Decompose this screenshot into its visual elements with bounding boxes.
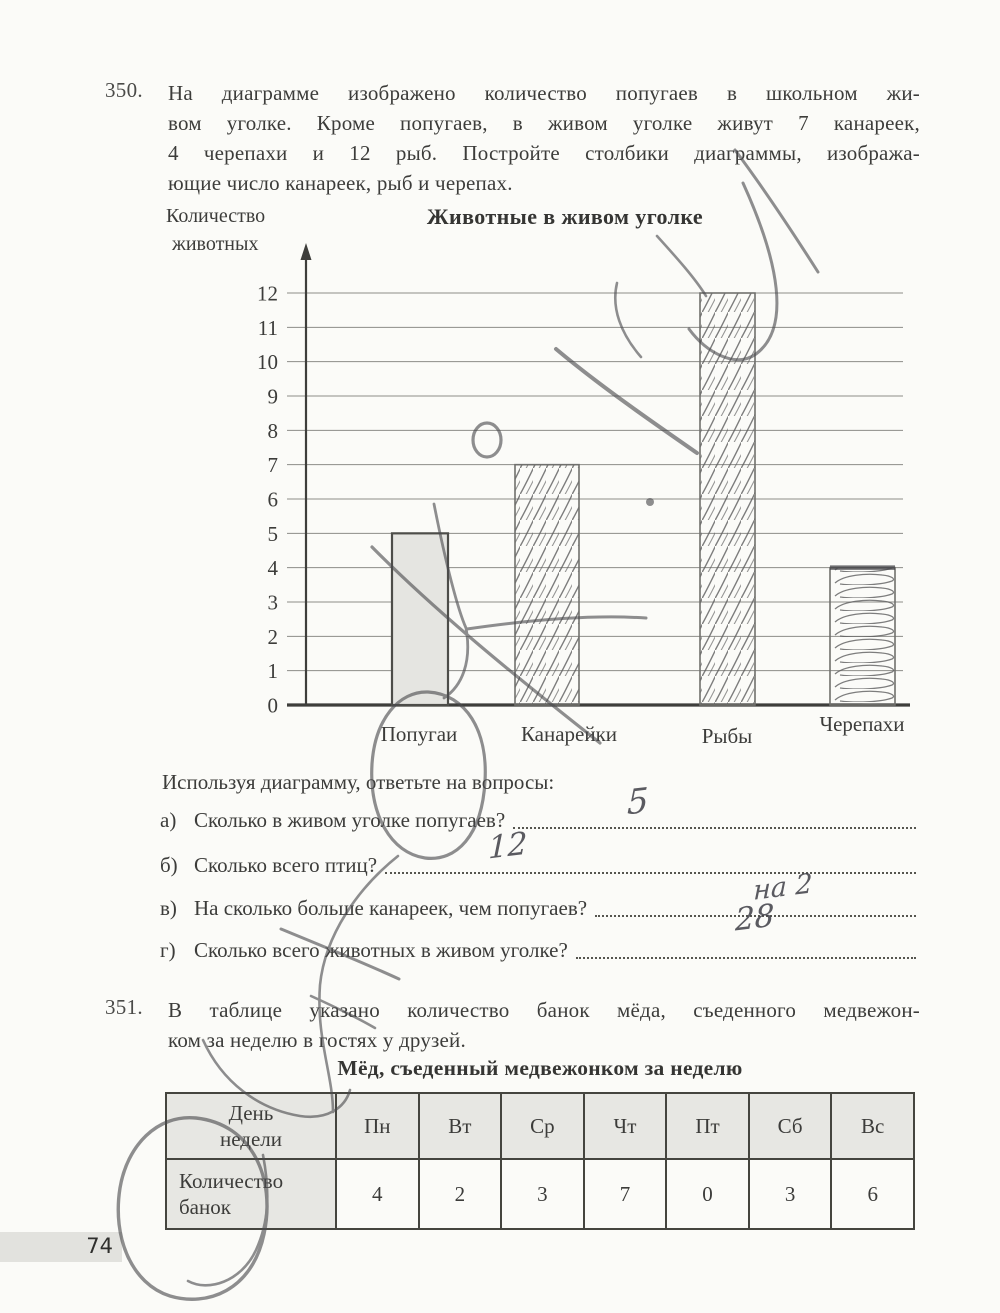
y-tick-label: 4 bbox=[267, 556, 278, 581]
table-header-row bbox=[166, 1093, 914, 1159]
y-axis-arrow bbox=[301, 243, 312, 260]
y-tick-label: 2 bbox=[267, 624, 278, 649]
problem-text-line: вом уголке. Кроме попугаев, в живом уголке живут 7 канареек, bbox=[168, 111, 920, 135]
pencil-ring bbox=[473, 423, 501, 457]
bar-Канарейки bbox=[515, 465, 579, 705]
pencil-scribble bbox=[372, 547, 600, 743]
x-category-label: Канарейки bbox=[520, 722, 618, 746]
y-tick-label: 0 bbox=[267, 693, 278, 718]
handwritten-answer-v: на 2 bbox=[752, 868, 813, 907]
question-label: г) bbox=[160, 938, 176, 962]
table-value-cell: 7 bbox=[584, 1159, 667, 1229]
problem-text-line: ком за неделю в гостях у друзей. bbox=[168, 1028, 466, 1052]
question-text: Сколько всего животных в живом уголке? bbox=[194, 938, 568, 962]
chart-title: Животные в живом уголке bbox=[426, 204, 704, 229]
answer-dotted-line bbox=[576, 953, 916, 959]
problem-350-text bbox=[168, 78, 920, 198]
table-value-cell: 2 bbox=[419, 1159, 502, 1229]
page-number: 74 bbox=[86, 1234, 113, 1258]
question-label: в) bbox=[160, 896, 177, 920]
y-tick-label: 11 bbox=[257, 315, 278, 340]
problem-350-number: 350. bbox=[105, 78, 143, 102]
pencil-dot bbox=[646, 498, 654, 506]
bar-Рыбы bbox=[700, 293, 755, 705]
x-category-label: Черепахи bbox=[819, 712, 905, 736]
day-header: Сб bbox=[749, 1093, 832, 1159]
y-tick-label: 5 bbox=[267, 521, 278, 546]
day-header: Пн bbox=[336, 1093, 419, 1159]
table-header-line: Количество bbox=[179, 1169, 284, 1193]
table-value-cell: 4 bbox=[336, 1159, 419, 1229]
table-header-line: День bbox=[228, 1101, 274, 1125]
day-header: Вс bbox=[831, 1093, 914, 1159]
question-text: На сколько больше канареек, чем попугаев? bbox=[194, 896, 588, 920]
problem-351-number: 351. bbox=[105, 995, 143, 1019]
day-header: Чт bbox=[584, 1093, 667, 1159]
questions-intro: Используя диаграмму, ответьте на вопросы: bbox=[162, 770, 555, 794]
y-tick-label: 12 bbox=[257, 281, 278, 306]
row-header-cell bbox=[166, 1159, 336, 1229]
table-title: Мёд, съеденный медвежонком за неделю bbox=[337, 1056, 743, 1080]
day-header: Ср bbox=[501, 1093, 584, 1159]
y-tick-label: 3 bbox=[267, 590, 278, 615]
table-corner-cell bbox=[166, 1093, 336, 1159]
x-category-label: Попугаи bbox=[380, 722, 458, 746]
table-header-line: недели bbox=[219, 1127, 282, 1151]
y-tick-label: 10 bbox=[257, 350, 278, 375]
y-axis-label: Количество bbox=[166, 205, 266, 227]
table-value-cell: 3 bbox=[749, 1159, 832, 1229]
bar-Попугаи bbox=[392, 533, 448, 705]
question-row-g bbox=[160, 938, 920, 963]
pencil-scribble bbox=[657, 236, 706, 296]
y-tick-label: 1 bbox=[267, 659, 278, 684]
day-header: Пт bbox=[666, 1093, 749, 1159]
day-header: Вт bbox=[419, 1093, 502, 1159]
table-value-cell: 3 bbox=[501, 1159, 584, 1229]
y-tick-label: 8 bbox=[267, 418, 278, 443]
page-number-strip bbox=[0, 1232, 122, 1262]
handwritten-answer-a: 5 bbox=[626, 780, 649, 824]
table-value-cell: 0 bbox=[666, 1159, 749, 1229]
problem-text-line: 4 черепахи и 12 рыб. Постройте столбики диаграммы, изобража- bbox=[168, 141, 920, 165]
pencil-scribble bbox=[556, 349, 697, 453]
problem-351-text bbox=[168, 995, 920, 1055]
y-tick-label: 9 bbox=[267, 384, 278, 409]
pencil-scribble bbox=[689, 183, 777, 360]
question-row-a bbox=[160, 808, 920, 833]
problem-text-line: На диаграмме изображено количество попугаев в школьном жи- bbox=[168, 81, 920, 105]
question-text: Сколько всего птиц? bbox=[194, 853, 378, 877]
problem-text-line: ющие число канареек, рыб и черепах. bbox=[168, 171, 513, 195]
problem-text-line: В таблице указано количество банок мёда, съеденного медвежон- bbox=[168, 998, 920, 1022]
handwritten-answer-g: 28 bbox=[734, 897, 775, 939]
pencil-scribble bbox=[434, 504, 468, 698]
question-text: Сколько в живом уголке попугаев? bbox=[194, 808, 506, 832]
y-axis-label: животных bbox=[172, 233, 259, 255]
question-label: б) bbox=[160, 853, 178, 877]
x-category-label: Рыбы bbox=[701, 724, 753, 748]
pencil-scribble bbox=[467, 617, 646, 629]
answer-dotted-line bbox=[385, 868, 916, 874]
y-tick-label: 7 bbox=[267, 453, 278, 478]
y-tick-label: 6 bbox=[267, 487, 278, 512]
table-header-line: банок bbox=[179, 1195, 231, 1219]
table-data-row bbox=[166, 1159, 914, 1229]
bar-Черепахи bbox=[830, 568, 895, 705]
question-label: а) bbox=[160, 808, 177, 832]
honey-table bbox=[165, 1092, 915, 1230]
chart-plot-area bbox=[257, 243, 910, 718]
pencil-scribble bbox=[615, 283, 641, 357]
table-value-cell: 6 bbox=[831, 1159, 914, 1229]
answer-dotted-line bbox=[513, 823, 916, 829]
handwritten-answer-b: 12 bbox=[487, 825, 528, 867]
